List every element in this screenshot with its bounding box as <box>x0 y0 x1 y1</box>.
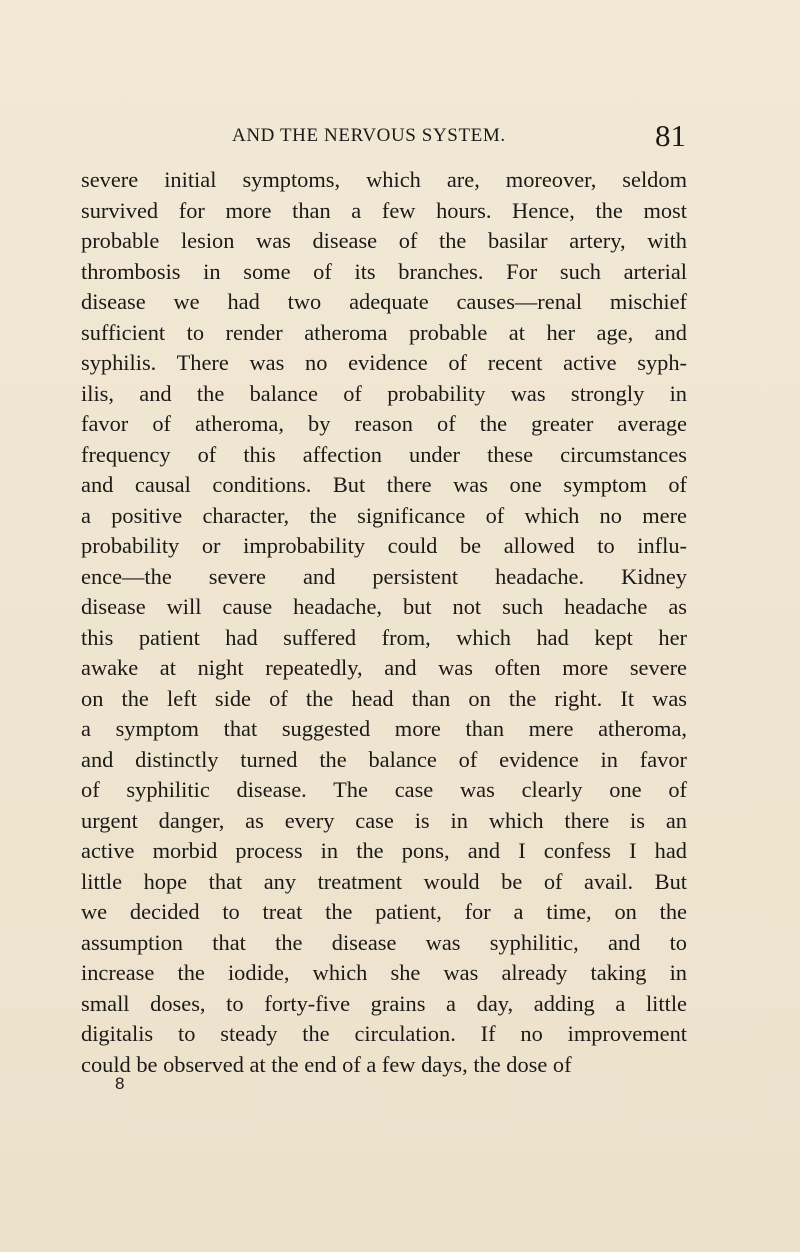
text-line: urgent danger, as every case is in which there is an <box>81 807 687 833</box>
text-line: sufficient to render atheroma probable at her age, and <box>81 319 687 345</box>
text-line: assumption that the disease was syphilitic, and to <box>81 929 687 955</box>
text-line: on the left side of the head than on the right. It was <box>81 685 687 711</box>
text-line: probability or improbability could be allowed to influ- <box>81 533 687 558</box>
signature-mark: 8 <box>115 1074 125 1093</box>
text-line: of syphilitic disease. The case was clearly one of <box>81 777 687 802</box>
text-line: survived for more than a few hours. Hence, the most <box>81 197 687 223</box>
page-number: 81 <box>655 118 686 153</box>
text-line: and causal conditions. But there was one symptom of <box>81 472 687 497</box>
text-line: probable lesion was disease of the basilar artery, with <box>81 228 687 253</box>
body-text <box>81 165 687 1080</box>
text-line: severe initial symptoms, which are, moreover, seldom <box>81 167 687 192</box>
text-line: little hope that any treatment would be of avail. But <box>81 868 687 894</box>
text-line: this patient had suffered from, which had kept her <box>81 624 687 650</box>
text-line: awake at night repeatedly, and was often more severe <box>81 655 687 680</box>
text-line: small doses, to forty-five grains a day, adding a little <box>81 990 687 1016</box>
text-line: ilis, and the balance of probability was strongly in <box>81 380 687 406</box>
running-head <box>60 118 686 158</box>
text-line: a symptom that suggested more than mere atheroma, <box>81 716 687 741</box>
text-line: syphilis. There was no evidence of recent active syph- <box>81 350 687 375</box>
text-line: favor of atheroma, by reason of the greater average <box>81 411 687 436</box>
text-line: ence—the severe and persistent headache. Kidney <box>81 563 687 589</box>
text-line: we decided to treat the patient, for a time, on the <box>81 899 687 924</box>
text-line: thrombosis in some of its branches. For such arterial <box>81 258 687 284</box>
text-line: increase the iodide, which she was already taking in <box>81 960 687 985</box>
text-line: digitalis to steady the circulation. If no improvement <box>81 1021 687 1046</box>
text-line: a positive character, the significance of which no mere <box>81 502 687 528</box>
text-line: frequency of this affection under these circumstances <box>81 441 687 467</box>
text-line: active morbid process in the pons, and I confess I had <box>81 838 687 863</box>
text-line: and distinctly turned the balance of evidence in favor <box>81 746 687 772</box>
text-line: could be observed at the end of a few days, the dose of <box>81 1051 572 1077</box>
text-line: disease will cause headache, but not such headache as <box>81 594 687 619</box>
running-title: AND THE NERVOUS SYSTEM. <box>232 125 506 146</box>
text-line: disease we had two adequate causes—renal mischief <box>81 289 687 314</box>
